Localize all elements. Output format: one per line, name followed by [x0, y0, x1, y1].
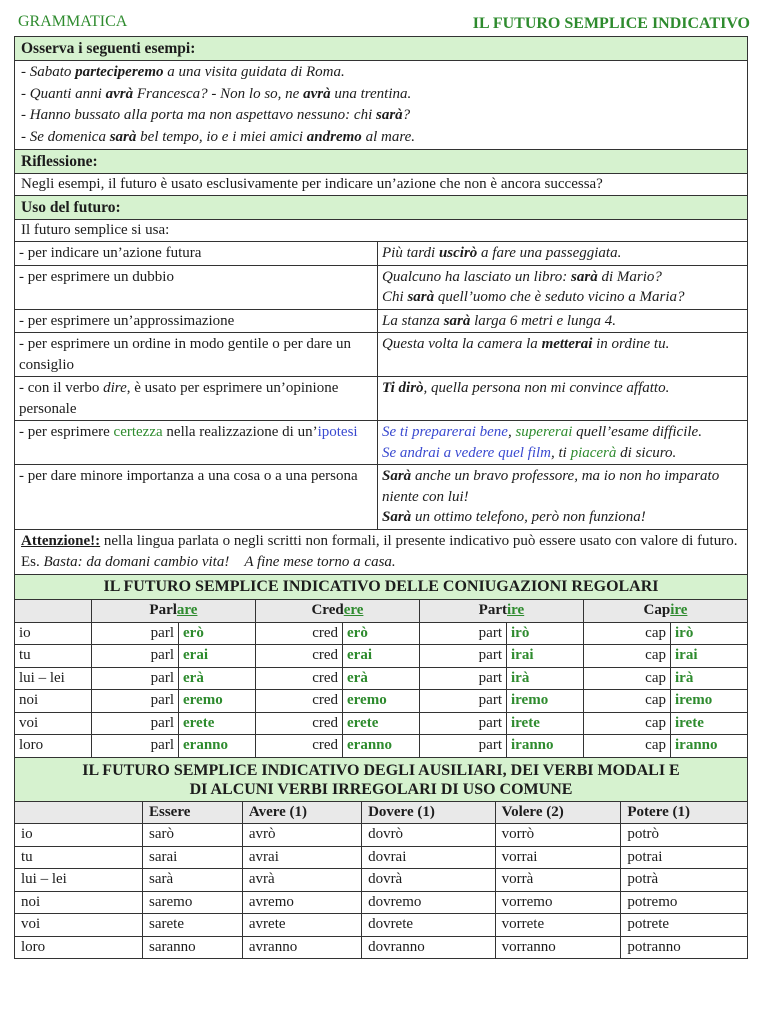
form-cell: dovrò — [362, 824, 496, 847]
table-header-row — [15, 599, 748, 622]
pronoun-cell: voi — [15, 914, 143, 937]
table-row — [15, 465, 748, 530]
ending-cell: erà — [179, 667, 256, 690]
verb-header: Credere — [255, 599, 419, 622]
form-cell: dovranno — [362, 936, 496, 959]
stem-cell: part — [419, 667, 506, 690]
form-cell: vorrà — [495, 869, 621, 892]
pronoun-cell: voi — [15, 712, 92, 735]
uso-case: - per esprimere un’approssimazione — [15, 309, 378, 333]
ending-cell: erete — [343, 712, 420, 735]
uso-example: Più tardi uscirò a fare una passeggiata. — [378, 242, 748, 266]
stem-cell: cred — [255, 735, 342, 758]
verb-header: Capire — [583, 599, 747, 622]
uso-case: - per esprimere certezza nella realizzazione di un’ipotesi — [15, 421, 378, 465]
form-cell: avrai — [242, 846, 361, 869]
verb-header: Volere (2) — [495, 801, 621, 824]
ending-cell: irai — [507, 645, 584, 668]
form-cell: dovrai — [362, 846, 496, 869]
stem-cell: cap — [583, 622, 670, 645]
table-row — [15, 735, 748, 758]
uso-table — [14, 241, 748, 530]
ending-cell: irete — [507, 712, 584, 735]
irregolari-table — [14, 801, 748, 960]
stem-cell: part — [419, 712, 506, 735]
table-row — [15, 667, 748, 690]
form-cell: dovrà — [362, 869, 496, 892]
uso-example: Qualcuno ha lasciato un libro: sarà di Mario? Chi sarà quell’uomo che è seduto vicino a Maria? — [378, 265, 748, 309]
uso-case: - per esprimere un dubbio — [15, 265, 378, 309]
form-cell: vorrò — [495, 824, 621, 847]
stem-cell: cred — [255, 645, 342, 668]
table-row — [15, 846, 748, 869]
pronoun-cell: tu — [15, 846, 143, 869]
ending-cell: erò — [343, 622, 420, 645]
pronoun-cell: lui – lei — [15, 667, 92, 690]
form-cell: sarai — [143, 846, 243, 869]
uso-case: - per esprimere un ordine in modo gentile o per dare un consiglio — [15, 333, 378, 377]
pronoun-cell: lui – lei — [15, 869, 143, 892]
verb-header: Partire — [419, 599, 583, 622]
examples-box — [14, 60, 748, 149]
ending-cell: irai — [671, 645, 748, 668]
worksheet — [14, 36, 748, 959]
table-row — [15, 891, 748, 914]
uso-case: - per indicare un’azione futura — [15, 242, 378, 266]
stem-cell: cred — [255, 712, 342, 735]
ending-cell: eranno — [179, 735, 256, 758]
stem-cell: parl — [91, 667, 178, 690]
table-row — [15, 690, 748, 713]
riflessione-heading: Riflessione: — [14, 149, 748, 173]
example-line: - Sabato parteciperemo a una visita guidata di Roma. — [21, 64, 345, 80]
form-cell: avremo — [242, 891, 361, 914]
stem-cell: parl — [91, 622, 178, 645]
table-row — [15, 824, 748, 847]
table-header-row — [15, 801, 748, 824]
stem-cell: parl — [91, 735, 178, 758]
form-cell: vorranno — [495, 936, 621, 959]
irregolari-title: IL FUTURO SEMPLICE INDICATIVO DEGLI AUSILIARI, DEI VERBI MODALI E DI ALCUNI VERBI IRREGOLARI DI USO COMUNE — [14, 758, 748, 801]
stem-cell: parl — [91, 690, 178, 713]
uso-example: Se ti preparerai bene, supererai quell’esame difficile. Se andrai a vedere quel film, ti piacerà di sicuro. — [378, 421, 748, 465]
verb-header: Avere (1) — [242, 801, 361, 824]
verb-header: Potere (1) — [621, 801, 748, 824]
table-row — [15, 712, 748, 735]
table-row — [15, 309, 748, 333]
form-cell: potrà — [621, 869, 748, 892]
form-cell: potranno — [621, 936, 748, 959]
form-cell: avrete — [242, 914, 361, 937]
uso-heading: Uso del futuro: — [14, 195, 748, 219]
table-row — [15, 622, 748, 645]
uso-intro: Il futuro semplice si usa: — [14, 219, 748, 241]
form-cell: vorremo — [495, 891, 621, 914]
example-line: - Hanno bussato alla porta ma non aspettavo nessuno: chi sarà? — [21, 107, 411, 123]
stem-cell: cap — [583, 690, 670, 713]
ending-cell: erà — [343, 667, 420, 690]
ending-cell: eremo — [343, 690, 420, 713]
uso-example: Sarà anche un bravo professore, ma io non ho imparato niente con lui! Sarà un ottimo telefono, però non funziona! — [378, 465, 748, 530]
table-row — [15, 914, 748, 937]
subject-label: GRAMMATICA — [18, 13, 128, 30]
pronoun-cell: noi — [15, 690, 92, 713]
ending-cell: eremo — [179, 690, 256, 713]
ending-cell: irò — [671, 622, 748, 645]
uso-example: Ti dirò, quella persona non mi convince affatto. — [378, 377, 748, 421]
stem-cell: cap — [583, 712, 670, 735]
pronoun-cell: io — [15, 622, 92, 645]
stem-cell: part — [419, 645, 506, 668]
ending-cell: iremo — [507, 690, 584, 713]
ending-cell: iranno — [507, 735, 584, 758]
stem-cell: part — [419, 690, 506, 713]
form-cell: saranno — [143, 936, 243, 959]
pronoun-cell: loro — [15, 936, 143, 959]
uso-example: La stanza sarà larga 6 metri e lunga 4. — [378, 309, 748, 333]
page-header — [14, 13, 754, 35]
ending-cell: irete — [671, 712, 748, 735]
form-cell: vorrete — [495, 914, 621, 937]
example-line: - Quanti anni avrà Francesca? - Non lo so, ne avrà una trentina. — [21, 85, 412, 102]
ending-cell: erò — [179, 622, 256, 645]
table-row — [15, 421, 748, 465]
ending-cell: irà — [507, 667, 584, 690]
form-cell: potrete — [621, 914, 748, 937]
table-row — [15, 242, 748, 266]
ending-cell: erete — [179, 712, 256, 735]
ending-cell: eranno — [343, 735, 420, 758]
form-cell: potrai — [621, 846, 748, 869]
regolari-title: IL FUTURO SEMPLICE INDICATIVO DELLE CONIUGAZIONI REGOLARI — [14, 574, 748, 599]
page-title: IL FUTURO SEMPLICE INDICATIVO — [472, 15, 750, 32]
uso-case: - con il verbo dire, è usato per esprimere un’opinione personale — [15, 377, 378, 421]
table-row — [15, 936, 748, 959]
form-cell: sarà — [143, 869, 243, 892]
form-cell: vorrai — [495, 846, 621, 869]
stem-cell: cred — [255, 667, 342, 690]
ending-cell: iremo — [671, 690, 748, 713]
stem-cell: cred — [255, 690, 342, 713]
riflessione-text: Negli esempi, il futuro è usato esclusivamente per indicare un’azione che non è ancora successa? — [14, 173, 748, 195]
form-cell: sarete — [143, 914, 243, 937]
form-cell: avrà — [242, 869, 361, 892]
attenzione-note: Attenzione!: nella lingua parlata o negli scritti non formali, il presente indicativo può essere usato con valore di futuro. Es. Basta: da domani cambio vita! A fine mese torno a casa. — [14, 530, 748, 574]
stem-cell: parl — [91, 645, 178, 668]
verb-header: Essere — [143, 801, 243, 824]
stem-cell: part — [419, 622, 506, 645]
stem-cell: part — [419, 735, 506, 758]
stem-cell: cap — [583, 667, 670, 690]
table-row — [15, 265, 748, 309]
table-row — [15, 333, 748, 377]
verb-header: Parlare — [91, 599, 255, 622]
form-cell: avranno — [242, 936, 361, 959]
ending-cell: irà — [671, 667, 748, 690]
table-row — [15, 645, 748, 668]
form-cell: potrò — [621, 824, 748, 847]
ending-cell: erai — [179, 645, 256, 668]
form-cell: saremo — [143, 891, 243, 914]
stem-cell: cap — [583, 645, 670, 668]
ending-cell: erai — [343, 645, 420, 668]
form-cell: dovrete — [362, 914, 496, 937]
form-cell: dovremo — [362, 891, 496, 914]
stem-cell: parl — [91, 712, 178, 735]
example-line: - Se domenica sarà bel tempo, io e i miei amici andremo al mare. — [21, 128, 416, 145]
form-cell: potremo — [621, 891, 748, 914]
uso-case: - per dare minore importanza a una cosa o a una persona — [15, 465, 378, 530]
pronoun-cell: noi — [15, 891, 143, 914]
ending-cell: iranno — [671, 735, 748, 758]
form-cell: sarò — [143, 824, 243, 847]
pronoun-cell: loro — [15, 735, 92, 758]
table-row — [15, 869, 748, 892]
form-cell: avrò — [242, 824, 361, 847]
pronoun-cell: io — [15, 824, 143, 847]
osserva-heading: Osserva i seguenti esempi: — [14, 36, 748, 60]
stem-cell: cap — [583, 735, 670, 758]
table-row — [15, 377, 748, 421]
verb-header: Dovere (1) — [362, 801, 496, 824]
uso-example: Questa volta la camera la metterai in ordine tu. — [378, 333, 748, 377]
ending-cell: irò — [507, 622, 584, 645]
regolari-table — [14, 599, 748, 758]
pronoun-cell: tu — [15, 645, 92, 668]
stem-cell: cred — [255, 622, 342, 645]
